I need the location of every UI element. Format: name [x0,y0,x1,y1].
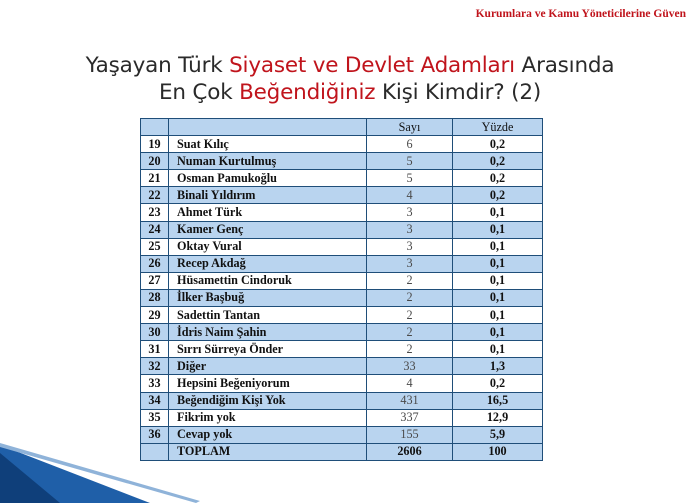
row-name: Ahmet Türk [169,204,367,221]
row-no: 20 [141,153,169,170]
total-label: TOPLAM [169,443,367,460]
row-sayi: 431 [367,392,453,409]
row-sayi: 3 [367,255,453,272]
row-name: Fikrim yok [169,409,367,426]
row-name: Hepsini Beğeniyorum [169,375,367,392]
table-row [141,358,543,375]
table-row [141,426,543,443]
title-line2-highlight: Beğendiğiniz [239,80,376,105]
table-row [141,221,543,238]
row-name: Oktay Vural [169,238,367,255]
row-sayi: 3 [367,221,453,238]
row-yuzde: 0,1 [453,272,543,289]
row-name: İlker Başbuğ [169,289,367,306]
total-no [141,443,169,460]
table-total-row [141,443,543,460]
table-row [141,409,543,426]
row-yuzde: 0,1 [453,324,543,341]
table-row [141,255,543,272]
row-name: Sadettin Tantan [169,307,367,324]
title-line2-part-b: Kişi Kimdir? (2) [375,80,542,105]
row-yuzde: 0,1 [453,238,543,255]
row-yuzde: 0,1 [453,204,543,221]
row-name: Cevap yok [169,426,367,443]
row-sayi: 337 [367,409,453,426]
title-line-2 [0,79,700,106]
table-row [141,289,543,306]
row-name: Sırrı Sürreya Önder [169,341,367,358]
table-row [141,272,543,289]
table-row [141,375,543,392]
table-row [141,136,543,153]
row-yuzde: 5,9 [453,426,543,443]
row-name: Suat Kılıç [169,136,367,153]
row-sayi: 3 [367,204,453,221]
row-yuzde: 0,1 [453,289,543,306]
title-line1-part-a: Yaşayan Türk [85,53,230,78]
table-header-row [141,119,543,136]
row-yuzde: 12,9 [453,409,543,426]
row-name: Numan Kurtulmuş [169,153,367,170]
row-no: 32 [141,358,169,375]
row-yuzde: 0,1 [453,221,543,238]
row-sayi: 2 [367,272,453,289]
table-row [141,170,543,187]
title-line-1 [0,52,700,79]
row-no: 30 [141,324,169,341]
row-sayi: 4 [367,187,453,204]
row-sayi: 5 [367,170,453,187]
row-sayi: 33 [367,358,453,375]
row-sayi: 6 [367,136,453,153]
table-row [141,153,543,170]
total-yuzde: 100 [453,443,543,460]
row-no: 29 [141,307,169,324]
row-yuzde: 0,1 [453,307,543,324]
row-no: 26 [141,255,169,272]
row-no: 31 [141,341,169,358]
row-no: 22 [141,187,169,204]
table-row [141,341,543,358]
row-no: 24 [141,221,169,238]
row-no: 25 [141,238,169,255]
row-sayi: 2 [367,324,453,341]
row-yuzde: 0,1 [453,341,543,358]
row-yuzde: 0,2 [453,170,543,187]
row-no: 33 [141,375,169,392]
row-name: Diğer [169,358,367,375]
row-yuzde: 0,2 [453,187,543,204]
total-sayi: 2606 [367,443,453,460]
row-sayi: 2 [367,341,453,358]
row-yuzde: 0,2 [453,375,543,392]
row-no: 21 [141,170,169,187]
row-name: Kamer Genç [169,221,367,238]
row-sayi: 5 [367,153,453,170]
row-yuzde: 0,2 [453,136,543,153]
title-line1-part-b: Arasında [514,53,615,78]
header-yuzde: Yüzde [453,119,543,136]
row-no: 28 [141,289,169,306]
row-no: 36 [141,426,169,443]
row-sayi: 4 [367,375,453,392]
row-name: Hüsamettin Cindoruk [169,272,367,289]
row-sayi: 155 [367,426,453,443]
header-sayi: Sayı [367,119,453,136]
row-yuzde: 0,1 [453,255,543,272]
row-name: Binali Yıldırım [169,187,367,204]
row-no: 35 [141,409,169,426]
table-row [141,307,543,324]
row-name: Recep Akdağ [169,255,367,272]
title-line1-highlight: Siyaset ve Devlet Adamları [229,53,515,78]
row-no: 23 [141,204,169,221]
row-yuzde: 0,2 [453,153,543,170]
table-row [141,238,543,255]
row-name: İdris Naim Şahin [169,324,367,341]
row-sayi: 3 [367,238,453,255]
row-sayi: 2 [367,307,453,324]
header-name [169,119,367,136]
table-row [141,392,543,409]
table-row [141,204,543,221]
row-no: 19 [141,136,169,153]
slide-title [0,52,700,106]
row-yuzde: 1,3 [453,358,543,375]
slide-header-tag: Kurumlara ve Kamu Yöneticilerine Güven [475,8,686,20]
table-row [141,324,543,341]
results-table [140,118,543,461]
row-no: 27 [141,272,169,289]
row-name: Osman Pamukoğlu [169,170,367,187]
header-no [141,119,169,136]
row-name: Beğendiğim Kişi Yok [169,392,367,409]
table-row [141,187,543,204]
row-sayi: 2 [367,289,453,306]
row-no: 34 [141,392,169,409]
title-line2-part-a: En Çok [158,80,240,105]
row-yuzde: 16,5 [453,392,543,409]
